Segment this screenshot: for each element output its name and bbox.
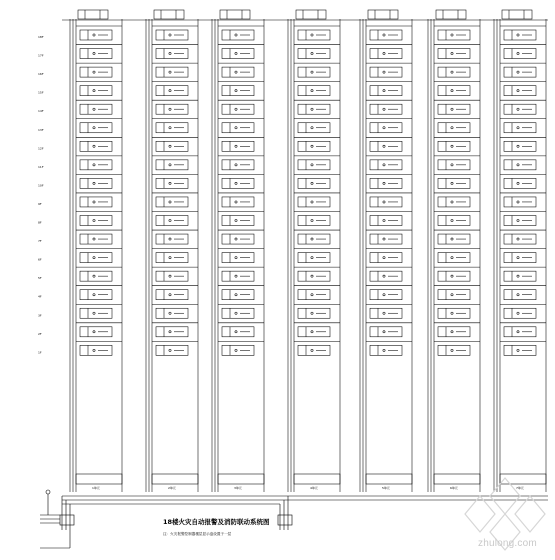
floor-label: 2F bbox=[38, 331, 42, 336]
detector-icon bbox=[383, 238, 385, 240]
detector-icon bbox=[517, 257, 519, 259]
detector-icon bbox=[383, 294, 385, 296]
detector-icon bbox=[93, 164, 95, 166]
detector-icon bbox=[93, 90, 95, 92]
detector-icon bbox=[517, 349, 519, 351]
detector-icon bbox=[451, 275, 453, 277]
detector-icon bbox=[517, 127, 519, 129]
riser-label: 5单元 bbox=[382, 486, 390, 490]
detector-icon bbox=[169, 219, 171, 221]
detector-icon bbox=[383, 34, 385, 36]
riser-top-box bbox=[220, 10, 250, 19]
detector-icon bbox=[235, 331, 237, 333]
riser-bottom-box bbox=[294, 474, 340, 484]
detector-icon bbox=[169, 164, 171, 166]
detector-icon bbox=[235, 145, 237, 147]
detector-icon bbox=[517, 52, 519, 54]
detector-icon bbox=[451, 108, 453, 110]
detector-icon bbox=[311, 182, 313, 184]
detector-icon bbox=[517, 294, 519, 296]
detector-icon bbox=[311, 108, 313, 110]
detector-icon bbox=[235, 182, 237, 184]
detector-icon bbox=[517, 34, 519, 36]
riser-column bbox=[428, 10, 480, 492]
riser-top-box bbox=[436, 10, 466, 19]
detector-icon bbox=[169, 349, 171, 351]
floor-label: 10F bbox=[38, 183, 44, 188]
detector-icon bbox=[93, 34, 95, 36]
detector-icon bbox=[517, 275, 519, 277]
detector-icon bbox=[169, 145, 171, 147]
detector-icon bbox=[235, 108, 237, 110]
floor-label: 17F bbox=[38, 53, 44, 58]
detector-icon bbox=[169, 294, 171, 296]
detector-icon bbox=[169, 71, 171, 73]
detector-icon bbox=[169, 238, 171, 240]
floor-label: 11F bbox=[38, 164, 44, 169]
floor-label: 16F bbox=[38, 72, 44, 77]
detector-icon bbox=[517, 90, 519, 92]
floor-label: 6F bbox=[38, 257, 42, 262]
detector-icon bbox=[311, 34, 313, 36]
detector-icon bbox=[235, 164, 237, 166]
detector-icon bbox=[235, 201, 237, 203]
floor-label: 9F bbox=[38, 201, 42, 206]
detector-icon bbox=[451, 294, 453, 296]
detector-icon bbox=[451, 71, 453, 73]
detector-icon bbox=[235, 127, 237, 129]
detector-icon bbox=[169, 127, 171, 129]
detector-icon bbox=[451, 349, 453, 351]
detector-icon bbox=[451, 257, 453, 259]
detector-icon bbox=[451, 182, 453, 184]
detector-icon bbox=[517, 201, 519, 203]
detector-icon bbox=[93, 182, 95, 184]
riser-top-box bbox=[368, 10, 398, 19]
detector-icon bbox=[451, 219, 453, 221]
detector-icon bbox=[93, 145, 95, 147]
detector-icon bbox=[235, 349, 237, 351]
detector-icon bbox=[93, 52, 95, 54]
detector-icon bbox=[383, 52, 385, 54]
detector-icon bbox=[169, 275, 171, 277]
detector-icon bbox=[451, 145, 453, 147]
detector-icon bbox=[451, 52, 453, 54]
detector-icon bbox=[169, 90, 171, 92]
detector-icon bbox=[383, 182, 385, 184]
detector-icon bbox=[93, 294, 95, 296]
floor-label: 8F bbox=[38, 220, 42, 225]
detector-icon bbox=[517, 182, 519, 184]
detector-icon bbox=[311, 275, 313, 277]
detector-icon bbox=[383, 108, 385, 110]
detector-icon bbox=[311, 219, 313, 221]
riser-label: 7单元 bbox=[516, 486, 524, 490]
floor-label: 14F bbox=[38, 109, 44, 114]
detector-icon bbox=[383, 145, 385, 147]
riser-bottom-box bbox=[152, 474, 198, 484]
riser-top-box bbox=[78, 10, 108, 19]
floor-label: 18F bbox=[38, 35, 44, 39]
detector-icon bbox=[383, 312, 385, 314]
detector-icon bbox=[235, 294, 237, 296]
detector-icon bbox=[93, 257, 95, 259]
detector-icon bbox=[93, 275, 95, 277]
detector-icon bbox=[93, 238, 95, 240]
detector-icon bbox=[451, 34, 453, 36]
floor-label: 1F bbox=[38, 350, 42, 355]
detector-icon bbox=[93, 219, 95, 221]
detector-icon bbox=[517, 312, 519, 314]
detector-icon bbox=[169, 257, 171, 259]
detector-icon bbox=[311, 312, 313, 314]
detector-icon bbox=[235, 71, 237, 73]
detector-icon bbox=[93, 127, 95, 129]
detector-icon bbox=[311, 90, 313, 92]
detector-icon bbox=[311, 294, 313, 296]
riser-column bbox=[360, 10, 412, 492]
riser-bottom-box bbox=[366, 474, 412, 484]
detector-icon bbox=[93, 201, 95, 203]
detector-icon bbox=[311, 52, 313, 54]
detector-icon bbox=[235, 219, 237, 221]
detector-icon bbox=[383, 127, 385, 129]
detector-icon bbox=[517, 331, 519, 333]
detector-icon bbox=[383, 164, 385, 166]
detector-icon bbox=[451, 90, 453, 92]
detector-icon bbox=[169, 34, 171, 36]
floor-label: 4F bbox=[38, 294, 42, 299]
detector-icon bbox=[311, 164, 313, 166]
detector-icon bbox=[93, 108, 95, 110]
power-source-icon bbox=[46, 490, 50, 494]
detector-icon bbox=[517, 238, 519, 240]
detector-icon bbox=[235, 90, 237, 92]
detector-icon bbox=[235, 52, 237, 54]
detector-icon bbox=[93, 331, 95, 333]
riser-top-box bbox=[296, 10, 326, 19]
detector-icon bbox=[235, 275, 237, 277]
detector-icon bbox=[383, 349, 385, 351]
detector-icon bbox=[311, 201, 313, 203]
floor-label: 3F bbox=[38, 313, 42, 318]
detector-icon bbox=[169, 108, 171, 110]
detector-icon bbox=[383, 219, 385, 221]
detector-icon bbox=[169, 312, 171, 314]
riser-top-box bbox=[502, 10, 532, 19]
detector-icon bbox=[169, 52, 171, 54]
detector-icon bbox=[383, 331, 385, 333]
detector-icon bbox=[235, 257, 237, 259]
riser-column bbox=[494, 10, 546, 492]
detector-icon bbox=[383, 90, 385, 92]
detector-icon bbox=[517, 108, 519, 110]
detector-icon bbox=[517, 145, 519, 147]
detector-icon bbox=[93, 312, 95, 314]
riser-top-box bbox=[154, 10, 184, 19]
riser-column bbox=[70, 10, 122, 492]
floor-label: 12F bbox=[38, 146, 44, 151]
detector-icon bbox=[311, 145, 313, 147]
watermark-text: zhulong.com bbox=[478, 538, 537, 549]
detector-icon bbox=[93, 71, 95, 73]
riser-column bbox=[146, 10, 198, 492]
riser-label: 4单元 bbox=[310, 486, 318, 490]
detector-icon bbox=[169, 201, 171, 203]
riser-column bbox=[212, 10, 264, 492]
floor-label: 5F bbox=[38, 276, 42, 281]
floor-label: 15F bbox=[38, 90, 44, 95]
riser-label: 3单元 bbox=[234, 486, 242, 490]
riser-bottom-box bbox=[218, 474, 264, 484]
detector-icon bbox=[311, 71, 313, 73]
detector-icon bbox=[311, 238, 313, 240]
detector-icon bbox=[93, 349, 95, 351]
riser-label: 1单元 bbox=[92, 486, 100, 490]
riser-label: 6单元 bbox=[450, 486, 458, 490]
detector-icon bbox=[451, 201, 453, 203]
detector-icon bbox=[235, 238, 237, 240]
detector-icon bbox=[311, 127, 313, 129]
detector-icon bbox=[169, 331, 171, 333]
detector-icon bbox=[383, 201, 385, 203]
detector-icon bbox=[451, 238, 453, 240]
riser-column bbox=[288, 10, 340, 492]
detector-icon bbox=[451, 127, 453, 129]
floor-label: 13F bbox=[38, 127, 44, 132]
detector-icon bbox=[311, 349, 313, 351]
detector-icon bbox=[451, 312, 453, 314]
riser-bottom-box bbox=[76, 474, 122, 484]
detector-icon bbox=[235, 34, 237, 36]
diagram-note: 注：火灾报警控制器楼层显示盘设置于一层 bbox=[163, 532, 232, 536]
detector-icon bbox=[517, 219, 519, 221]
detector-icon bbox=[383, 275, 385, 277]
detector-icon bbox=[383, 257, 385, 259]
detector-icon bbox=[235, 312, 237, 314]
detector-icon bbox=[517, 164, 519, 166]
detector-icon bbox=[451, 331, 453, 333]
detector-icon bbox=[311, 331, 313, 333]
detector-icon bbox=[311, 257, 313, 259]
riser-label: 2单元 bbox=[168, 486, 176, 490]
detector-icon bbox=[517, 71, 519, 73]
detector-icon bbox=[169, 182, 171, 184]
detector-icon bbox=[451, 164, 453, 166]
floor-label: 7F bbox=[38, 239, 42, 244]
detector-icon bbox=[383, 71, 385, 73]
diagram-title: 18楼火灾自动报警及消防联动系统图 bbox=[163, 518, 270, 526]
